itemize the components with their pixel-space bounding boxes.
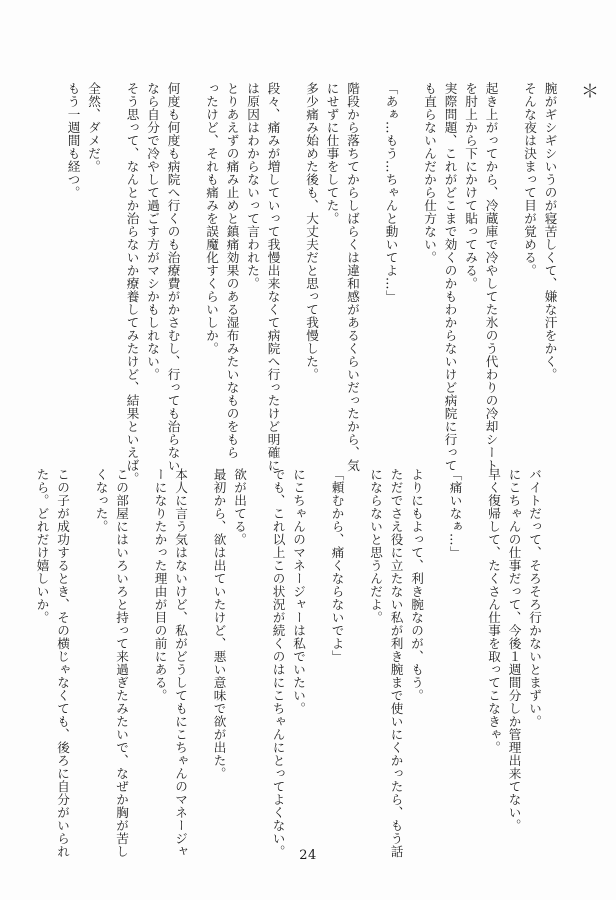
paragraph-gap (131, 468, 149, 828)
text-line: なら自分で冷やして過ごす方がマシかもしれない。 (145, 82, 160, 381)
text-line: でも、これ以上この状況が続くのはにこちゃんにとってよくない。 (270, 468, 286, 858)
paragraph-gap (308, 468, 326, 828)
text-line: バイトだって、そろそろ行かないとまずい。 (527, 468, 542, 728)
text-line: にこちゃんのマネージャーは私でいたい。 (291, 468, 306, 715)
text-line: とりあえずの痛み止めと鎮痛効果のある湿布みたいなものをもら (224, 82, 240, 459)
paragraph-gap (362, 82, 380, 462)
paragraph-gap (501, 82, 519, 462)
section-break-asterisk: ＊ (578, 82, 599, 101)
paragraph-gap (72, 468, 90, 828)
text-line: 起き上がってから、冷蔵庫で冷やしてた氷のう代わりの冷却シート (483, 82, 499, 472)
text-line: ただでさえ役に立たない私が利き腕まで使いにくかったら、もう話 (388, 468, 404, 858)
text-line: もう一週間も経つ。 (65, 82, 81, 199)
text-line: たら。どれだけ嬉しいか。 (34, 468, 50, 624)
text-line: を肘上から下にかけて貼ってみる。 (463, 82, 478, 290)
text-line: この子が成功するとき、その横じゃなくても、後ろに自分がいられ (55, 468, 70, 858)
text-line: も直らないんだから仕方ない。 (422, 82, 437, 264)
page-number: 24 (299, 848, 317, 863)
paragraph-gap (401, 82, 419, 462)
text-line: 「頼むから、痛くならないでよ」 (329, 468, 345, 663)
paragraph-gap (103, 82, 121, 462)
text-line: にならないと思うんだよ。 (368, 468, 383, 624)
text-line: 早く復帰して、たくさん仕事を取ってこなきゃ。 (486, 468, 501, 754)
text-line: 全然、ダメだ。 (86, 82, 101, 173)
text-line: 実際問題、これがどこまで効くのかもわからないけど病院に行って (442, 82, 458, 472)
text-line: 本人に言う気はないけど、私がどうしてもにこちゃんのマネージャ (173, 468, 188, 858)
paragraph-gap (465, 468, 483, 828)
text-line: そんな夜は決まって目が覚める。 (522, 82, 537, 277)
text-line: よりにもよって、利き腕なのが、もう。 (409, 468, 424, 702)
text-line: くなった。 (93, 468, 109, 533)
paragraph-gap (560, 82, 578, 462)
text-line: 「痛いなぁ…」 (447, 468, 463, 559)
text-line: 最初から、欲は出ていたけど、悪い意味で欲が出た。 (211, 468, 227, 780)
text-line: 多少痛み始めた後も、大丈夫だと思って我慢した。 (304, 82, 319, 381)
paragraph-gap (190, 468, 208, 828)
paragraph-gap (283, 82, 301, 462)
text-line: 何度も何度も病院へ行くのも治療費がかさむし、行っても治らない (165, 82, 181, 472)
text-line: にこちゃんの仕事だって、今後１週間分しか管理出来てない。 (506, 468, 522, 832)
text-line: 「あぁ…もう…ちゃんと動いてよ…」 (383, 82, 399, 303)
text-block-top (62, 82, 599, 485)
text-line: 欲が出てる。 (232, 468, 247, 546)
text-line: にせずに仕事をしてた。 (324, 82, 340, 225)
text-line: 段々、痛みが増していって我慢出来なくて病院へ行ったけど明確に (265, 82, 281, 472)
text-line: は原因はわからないって言われた。 (245, 82, 260, 290)
paragraph-gap (249, 468, 267, 828)
text-line: ーになりたかった理由が目の前にある。 (152, 468, 168, 702)
text-line: 階段から落ちてからしばらくは違和感があるくらいだったから、気 (345, 82, 360, 472)
text-line: 腕がギシギシいうのが寝苦しくて、嫌な汗をかく。 (542, 82, 558, 381)
paragraph-gap (183, 82, 201, 462)
paragraph-gap (426, 468, 444, 828)
text-line: そう思って、なんとか治らないか療養してみたけど、結果といえば。 (124, 82, 140, 485)
text-line: ったけど、それも痛みを誤魔化すくらいしか。 (204, 82, 219, 355)
text-line: この部屋にはいろいろと持って来過ぎたみたいで、なぜか胸が苦し (114, 468, 129, 858)
paragraph-gap (347, 468, 365, 828)
